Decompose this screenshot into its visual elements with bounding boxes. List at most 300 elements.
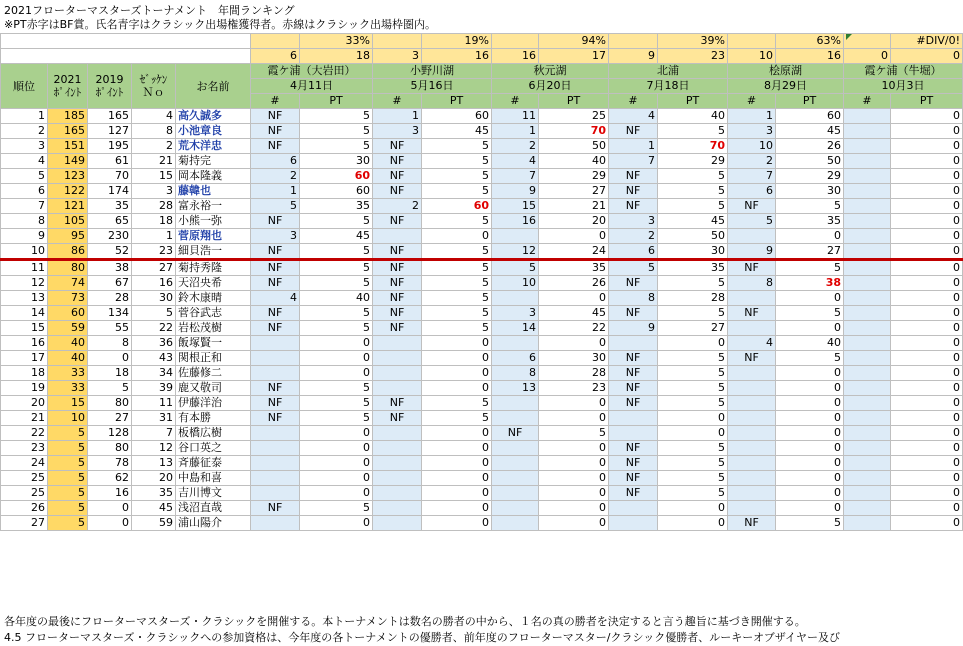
name-cell[interactable]: 中島和喜 [176, 471, 251, 486]
pt2021-cell[interactable]: 33 [48, 381, 88, 396]
place-cell[interactable]: 2 [492, 139, 539, 154]
pt2019-header[interactable]: 2019 ﾎﾟｲﾝﾄ [88, 64, 132, 109]
pt-cell[interactable]: 5 [658, 486, 728, 501]
place-cell[interactable]: NF [728, 199, 776, 214]
place-cell[interactable] [844, 411, 891, 426]
place-cell[interactable]: 15 [492, 199, 539, 214]
pt-cell[interactable]: 5 [776, 516, 844, 531]
place-cell[interactable]: 10 [728, 139, 776, 154]
pt-cell[interactable]: 5 [422, 214, 492, 229]
place-cell[interactable] [844, 169, 891, 184]
pt-cell[interactable]: 0 [776, 441, 844, 456]
place-cell[interactable] [844, 516, 891, 531]
place-cell[interactable] [373, 441, 422, 456]
place-cell[interactable] [251, 441, 300, 456]
pt2021-cell[interactable]: 5 [48, 471, 88, 486]
pt-cell[interactable]: 0 [891, 441, 963, 456]
rank-cell[interactable]: 27 [1, 516, 48, 531]
rank-cell[interactable]: 19 [1, 381, 48, 396]
place-cell[interactable] [844, 471, 891, 486]
place-cell[interactable] [844, 306, 891, 321]
place-cell[interactable]: NF [251, 306, 300, 321]
pt-cell[interactable]: 0 [539, 396, 609, 411]
pt-cell[interactable]: 5 [300, 306, 373, 321]
pt-cell[interactable]: 35 [658, 260, 728, 276]
rank-cell[interactable]: 4 [1, 154, 48, 169]
place-cell[interactable] [373, 426, 422, 441]
pt2019-cell[interactable]: 134 [88, 306, 132, 321]
pt-cell[interactable]: 0 [891, 214, 963, 229]
place-cell[interactable]: 12 [492, 244, 539, 260]
pt-cell[interactable]: 40 [776, 336, 844, 351]
pt-cell[interactable]: 45 [422, 124, 492, 139]
place-cell[interactable] [844, 184, 891, 199]
place-cell[interactable] [373, 381, 422, 396]
place-cell[interactable]: NF [728, 260, 776, 276]
pt-cell[interactable]: 28 [539, 366, 609, 381]
pt2019-cell[interactable]: 70 [88, 169, 132, 184]
place-cell[interactable] [844, 109, 891, 124]
place-cell[interactable] [728, 291, 776, 306]
pt-cell[interactable]: 30 [539, 351, 609, 366]
rank-cell[interactable]: 2 [1, 124, 48, 139]
pt-cell[interactable]: 5 [658, 471, 728, 486]
bib-cell[interactable]: 16 [132, 276, 176, 291]
pt2021-cell[interactable]: 122 [48, 184, 88, 199]
place-cell[interactable]: 5 [251, 199, 300, 214]
pt-cell[interactable]: 5 [658, 306, 728, 321]
pt-cell[interactable]: 60 [300, 184, 373, 199]
rank-cell[interactable]: 25 [1, 471, 48, 486]
pt-cell[interactable]: 0 [891, 124, 963, 139]
pt-cell[interactable]: 60 [422, 109, 492, 124]
pt-header[interactable]: PT [539, 94, 609, 109]
place-cell[interactable]: 1 [373, 109, 422, 124]
name-cell[interactable]: 高久誠多 [176, 109, 251, 124]
place-cell[interactable] [609, 336, 658, 351]
rank-cell[interactable]: 3 [1, 139, 48, 154]
pt-cell[interactable]: 21 [539, 199, 609, 214]
place-cell[interactable] [728, 366, 776, 381]
place-cell[interactable]: NF [609, 184, 658, 199]
name-cell[interactable]: 細貝浩一 [176, 244, 251, 260]
place-cell[interactable]: 3 [728, 124, 776, 139]
name-cell[interactable]: 斉藤征泰 [176, 456, 251, 471]
pt-cell[interactable]: 0 [891, 396, 963, 411]
pt-cell[interactable]: 0 [891, 229, 963, 244]
pt-cell[interactable]: 0 [300, 336, 373, 351]
pt-cell[interactable]: 35 [776, 214, 844, 229]
place-cell[interactable] [844, 321, 891, 336]
bib-cell[interactable]: 39 [132, 381, 176, 396]
blank-corner[interactable] [1, 49, 251, 64]
rank-cell[interactable]: 10 [1, 244, 48, 260]
event-date[interactable]: 6月20日 [492, 79, 609, 94]
event-venue[interactable]: 秋元湖 [492, 64, 609, 79]
pt2019-cell[interactable]: 8 [88, 336, 132, 351]
place-cell[interactable] [844, 351, 891, 366]
pt2019-cell[interactable]: 0 [88, 501, 132, 516]
pt-cell[interactable]: 27 [539, 184, 609, 199]
rank-cell[interactable]: 20 [1, 396, 48, 411]
pct-spacer[interactable] [844, 34, 891, 49]
event-date[interactable]: 5月16日 [373, 79, 492, 94]
place-cell[interactable]: NF [609, 366, 658, 381]
blank-corner[interactable] [1, 34, 251, 49]
place-cell[interactable] [609, 426, 658, 441]
bib-cell[interactable]: 59 [132, 516, 176, 531]
bib-cell[interactable]: 4 [132, 109, 176, 124]
count-cell[interactable]: 9 [609, 49, 658, 64]
pt-cell[interactable]: 27 [658, 321, 728, 336]
pt2019-cell[interactable]: 80 [88, 441, 132, 456]
pt-cell[interactable]: 0 [776, 471, 844, 486]
event-venue[interactable]: 小野川湖 [373, 64, 492, 79]
place-cell[interactable]: 4 [728, 336, 776, 351]
pt2021-cell[interactable]: 10 [48, 411, 88, 426]
bib-cell[interactable]: 43 [132, 351, 176, 366]
pt2019-cell[interactable]: 27 [88, 411, 132, 426]
pt-cell[interactable]: 0 [422, 381, 492, 396]
place-cell[interactable] [844, 124, 891, 139]
place-cell[interactable] [373, 351, 422, 366]
pt-cell[interactable]: 0 [300, 366, 373, 381]
place-cell[interactable] [492, 441, 539, 456]
pt-cell[interactable]: 0 [539, 411, 609, 426]
pt-cell[interactable]: 5 [422, 139, 492, 154]
pt2019-cell[interactable]: 67 [88, 276, 132, 291]
place-cell[interactable]: NF [251, 396, 300, 411]
pt2021-cell[interactable]: 149 [48, 154, 88, 169]
pt-cell[interactable]: 0 [891, 260, 963, 276]
pt-header[interactable]: PT [658, 94, 728, 109]
name-cell[interactable]: 佐藤修二 [176, 366, 251, 381]
rank-cell[interactable]: 16 [1, 336, 48, 351]
place-cell[interactable] [609, 516, 658, 531]
num-header[interactable]: # [251, 94, 300, 109]
name-cell[interactable]: 飯塚賢一 [176, 336, 251, 351]
pt-cell[interactable]: 5 [422, 291, 492, 306]
pt-cell[interactable]: 0 [776, 229, 844, 244]
name-cell[interactable]: 岡本隆義 [176, 169, 251, 184]
bib-cell[interactable]: 23 [132, 244, 176, 260]
name-cell[interactable]: 小熊一弥 [176, 214, 251, 229]
pt-cell[interactable]: 5 [658, 199, 728, 214]
bib-cell[interactable]: 34 [132, 366, 176, 381]
pt2019-cell[interactable]: 65 [88, 214, 132, 229]
pt-cell[interactable]: 29 [776, 169, 844, 184]
place-cell[interactable] [609, 411, 658, 426]
pt2021-header[interactable]: 2021 ﾎﾟｲﾝﾄ [48, 64, 88, 109]
place-cell[interactable]: NF [609, 124, 658, 139]
pt-cell[interactable]: 0 [539, 516, 609, 531]
pt2019-cell[interactable]: 174 [88, 184, 132, 199]
place-cell[interactable]: NF [373, 291, 422, 306]
place-cell[interactable]: 2 [609, 229, 658, 244]
pt-cell[interactable]: 5 [658, 169, 728, 184]
bib-cell[interactable]: 1 [132, 229, 176, 244]
percent-cell[interactable]: 39% [658, 34, 728, 49]
num-header[interactable]: # [609, 94, 658, 109]
pt-cell[interactable]: 30 [776, 184, 844, 199]
pt-cell[interactable]: 45 [776, 124, 844, 139]
pt2019-cell[interactable]: 165 [88, 109, 132, 124]
pt-cell[interactable]: 0 [891, 516, 963, 531]
place-cell[interactable]: 5 [492, 260, 539, 276]
name-cell[interactable]: 浦山陽介 [176, 516, 251, 531]
pt-cell[interactable]: 0 [891, 276, 963, 291]
bib-cell[interactable]: 28 [132, 199, 176, 214]
place-cell[interactable] [844, 199, 891, 214]
pt-cell[interactable]: 0 [422, 229, 492, 244]
place-cell[interactable]: 4 [251, 291, 300, 306]
pt-cell[interactable]: 5 [300, 276, 373, 291]
place-cell[interactable]: 3 [251, 229, 300, 244]
place-cell[interactable]: 14 [492, 321, 539, 336]
pt-cell[interactable]: 40 [300, 291, 373, 306]
pt2021-cell[interactable]: 185 [48, 109, 88, 124]
place-cell[interactable] [492, 471, 539, 486]
pt2021-cell[interactable]: 86 [48, 244, 88, 260]
event-venue[interactable]: 北浦 [609, 64, 728, 79]
pt-cell[interactable]: 0 [891, 154, 963, 169]
place-cell[interactable] [728, 486, 776, 501]
place-cell[interactable]: NF [251, 109, 300, 124]
pt-cell[interactable]: 0 [422, 486, 492, 501]
place-cell[interactable]: 16 [492, 214, 539, 229]
place-cell[interactable] [728, 229, 776, 244]
pt-cell[interactable]: 50 [776, 154, 844, 169]
pt-cell[interactable]: 27 [776, 244, 844, 260]
place-cell[interactable]: NF [609, 396, 658, 411]
place-cell[interactable] [728, 396, 776, 411]
pct-spacer[interactable] [728, 34, 776, 49]
place-cell[interactable] [251, 426, 300, 441]
place-cell[interactable] [609, 501, 658, 516]
place-cell[interactable] [251, 471, 300, 486]
bib-cell[interactable]: 20 [132, 471, 176, 486]
num-header[interactable]: # [844, 94, 891, 109]
pt-cell[interactable]: 70 [658, 139, 728, 154]
pt2021-cell[interactable]: 5 [48, 486, 88, 501]
pt-cell[interactable]: 0 [422, 351, 492, 366]
pt-cell[interactable]: 0 [422, 501, 492, 516]
rank-cell[interactable]: 1 [1, 109, 48, 124]
pt-cell[interactable]: 23 [539, 381, 609, 396]
pt-cell[interactable]: 5 [422, 169, 492, 184]
pt2019-cell[interactable]: 55 [88, 321, 132, 336]
name-cell[interactable]: 浅沼直哉 [176, 501, 251, 516]
place-cell[interactable] [373, 516, 422, 531]
pt-cell[interactable]: 0 [891, 456, 963, 471]
place-cell[interactable]: 6 [728, 184, 776, 199]
name-cell[interactable]: 荒木洋忠 [176, 139, 251, 154]
place-cell[interactable]: NF [373, 154, 422, 169]
place-cell[interactable] [251, 351, 300, 366]
place-cell[interactable]: NF [373, 396, 422, 411]
pt2021-cell[interactable]: 5 [48, 426, 88, 441]
pt-cell[interactable]: 5 [300, 260, 373, 276]
place-cell[interactable]: NF [728, 306, 776, 321]
pt-cell[interactable]: 0 [539, 471, 609, 486]
place-cell[interactable]: 7 [609, 154, 658, 169]
place-cell[interactable]: NF [251, 381, 300, 396]
pt-cell[interactable]: 0 [891, 184, 963, 199]
pt-cell[interactable]: 0 [658, 516, 728, 531]
pt-cell[interactable]: 5 [658, 396, 728, 411]
pt-cell[interactable]: 5 [300, 411, 373, 426]
pt-cell[interactable]: 0 [422, 516, 492, 531]
pt-cell[interactable]: 5 [422, 184, 492, 199]
place-cell[interactable]: NF [609, 471, 658, 486]
event-venue[interactable]: 桧原湖 [728, 64, 844, 79]
bib-cell[interactable]: 35 [132, 486, 176, 501]
name-cell[interactable]: 菅原翔也 [176, 229, 251, 244]
pt2019-cell[interactable]: 35 [88, 199, 132, 214]
rank-cell[interactable]: 26 [1, 501, 48, 516]
place-cell[interactable]: 9 [492, 184, 539, 199]
pt-cell[interactable]: 0 [776, 456, 844, 471]
pt-cell[interactable]: 35 [539, 260, 609, 276]
pt2021-cell[interactable]: 74 [48, 276, 88, 291]
count-cell[interactable]: 16 [422, 49, 492, 64]
pt-cell[interactable]: 0 [776, 501, 844, 516]
event-venue[interactable]: 霞ケ浦（牛堀） [844, 64, 963, 79]
pt-cell[interactable]: 5 [658, 124, 728, 139]
place-cell[interactable]: 5 [728, 214, 776, 229]
place-cell[interactable] [251, 456, 300, 471]
num-header[interactable]: # [728, 94, 776, 109]
pt2021-cell[interactable]: 40 [48, 336, 88, 351]
count-cell[interactable]: 10 [728, 49, 776, 64]
rank-cell[interactable]: 18 [1, 366, 48, 381]
pt-cell[interactable]: 5 [422, 276, 492, 291]
pt-cell[interactable]: 0 [891, 199, 963, 214]
name-header[interactable]: お名前 [176, 64, 251, 109]
percent-cell[interactable]: 94% [539, 34, 609, 49]
pt-cell[interactable]: 0 [891, 351, 963, 366]
bib-cell[interactable]: 31 [132, 411, 176, 426]
pt2019-cell[interactable]: 195 [88, 139, 132, 154]
pt-cell[interactable]: 5 [300, 396, 373, 411]
pt-cell[interactable]: 5 [422, 321, 492, 336]
pt-cell[interactable]: 5 [422, 260, 492, 276]
pt2021-cell[interactable]: 59 [48, 321, 88, 336]
bib-cell[interactable]: 3 [132, 184, 176, 199]
pt-cell[interactable]: 5 [776, 260, 844, 276]
name-cell[interactable]: 菊持秀隆 [176, 260, 251, 276]
pt2021-cell[interactable]: 73 [48, 291, 88, 306]
pt2019-cell[interactable]: 16 [88, 486, 132, 501]
event-venue[interactable]: 霞ケ浦（大岩田） [251, 64, 373, 79]
place-cell[interactable] [728, 441, 776, 456]
place-cell[interactable]: 1 [492, 124, 539, 139]
pt-cell[interactable]: 0 [776, 396, 844, 411]
place-cell[interactable] [492, 396, 539, 411]
pt-cell[interactable]: 0 [422, 366, 492, 381]
pt-cell[interactable]: 0 [776, 381, 844, 396]
rank-cell[interactable]: 21 [1, 411, 48, 426]
count-cell[interactable]: 17 [539, 49, 609, 64]
pct-spacer[interactable] [373, 34, 422, 49]
place-cell[interactable] [844, 336, 891, 351]
place-cell[interactable]: NF [609, 276, 658, 291]
pt2021-cell[interactable]: 15 [48, 396, 88, 411]
pt-cell[interactable]: 0 [891, 381, 963, 396]
place-cell[interactable]: NF [609, 441, 658, 456]
place-cell[interactable] [728, 321, 776, 336]
pt2019-cell[interactable]: 28 [88, 291, 132, 306]
place-cell[interactable]: NF [609, 306, 658, 321]
place-cell[interactable]: 3 [492, 306, 539, 321]
pt-cell[interactable]: 0 [300, 471, 373, 486]
rank-cell[interactable]: 15 [1, 321, 48, 336]
pt-cell[interactable]: 0 [300, 351, 373, 366]
place-cell[interactable]: NF [373, 244, 422, 260]
event-date[interactable]: 8月29日 [728, 79, 844, 94]
name-cell[interactable]: 関根正和 [176, 351, 251, 366]
pt2021-cell[interactable]: 95 [48, 229, 88, 244]
place-cell[interactable]: 7 [492, 169, 539, 184]
place-cell[interactable] [251, 486, 300, 501]
pt-cell[interactable]: 0 [891, 244, 963, 260]
bib-header[interactable]: ｾﾞｯｹﾝ Ｎｏ [132, 64, 176, 109]
percent-cell[interactable]: 33% [300, 34, 373, 49]
rank-cell[interactable]: 11 [1, 260, 48, 276]
place-cell[interactable] [373, 336, 422, 351]
place-cell[interactable]: 4 [492, 154, 539, 169]
pt-header[interactable]: PT [300, 94, 373, 109]
pt-cell[interactable]: 0 [891, 486, 963, 501]
place-cell[interactable]: NF [251, 214, 300, 229]
rank-cell[interactable]: 24 [1, 456, 48, 471]
bib-cell[interactable]: 22 [132, 321, 176, 336]
place-cell[interactable]: 1 [609, 139, 658, 154]
bib-cell[interactable]: 36 [132, 336, 176, 351]
place-cell[interactable]: NF [728, 351, 776, 366]
pt2021-cell[interactable]: 80 [48, 260, 88, 276]
pt2019-cell[interactable]: 52 [88, 244, 132, 260]
bib-cell[interactable]: 8 [132, 124, 176, 139]
place-cell[interactable]: NF [373, 321, 422, 336]
num-header[interactable]: # [373, 94, 422, 109]
place-cell[interactable] [492, 411, 539, 426]
pt2021-cell[interactable]: 121 [48, 199, 88, 214]
percent-cell[interactable]: #DIV/0! [891, 34, 963, 49]
pt-cell[interactable]: 0 [776, 426, 844, 441]
bib-cell[interactable]: 30 [132, 291, 176, 306]
place-cell[interactable]: NF [373, 276, 422, 291]
pt-cell[interactable]: 0 [891, 426, 963, 441]
place-cell[interactable]: NF [373, 306, 422, 321]
pt-cell[interactable]: 0 [891, 321, 963, 336]
pt-cell[interactable]: 5 [658, 351, 728, 366]
place-cell[interactable]: 10 [492, 276, 539, 291]
pt-cell[interactable]: 0 [891, 109, 963, 124]
pt-cell[interactable]: 5 [300, 244, 373, 260]
pt-cell[interactable]: 0 [776, 291, 844, 306]
place-cell[interactable]: 6 [609, 244, 658, 260]
pt-cell[interactable]: 0 [658, 411, 728, 426]
bib-cell[interactable]: 13 [132, 456, 176, 471]
place-cell[interactable] [844, 366, 891, 381]
pt-cell[interactable]: 0 [539, 336, 609, 351]
name-cell[interactable]: 板橋広樹 [176, 426, 251, 441]
pt-cell[interactable]: 0 [422, 441, 492, 456]
pt-cell[interactable]: 25 [539, 109, 609, 124]
pt2019-cell[interactable]: 80 [88, 396, 132, 411]
place-cell[interactable] [844, 456, 891, 471]
